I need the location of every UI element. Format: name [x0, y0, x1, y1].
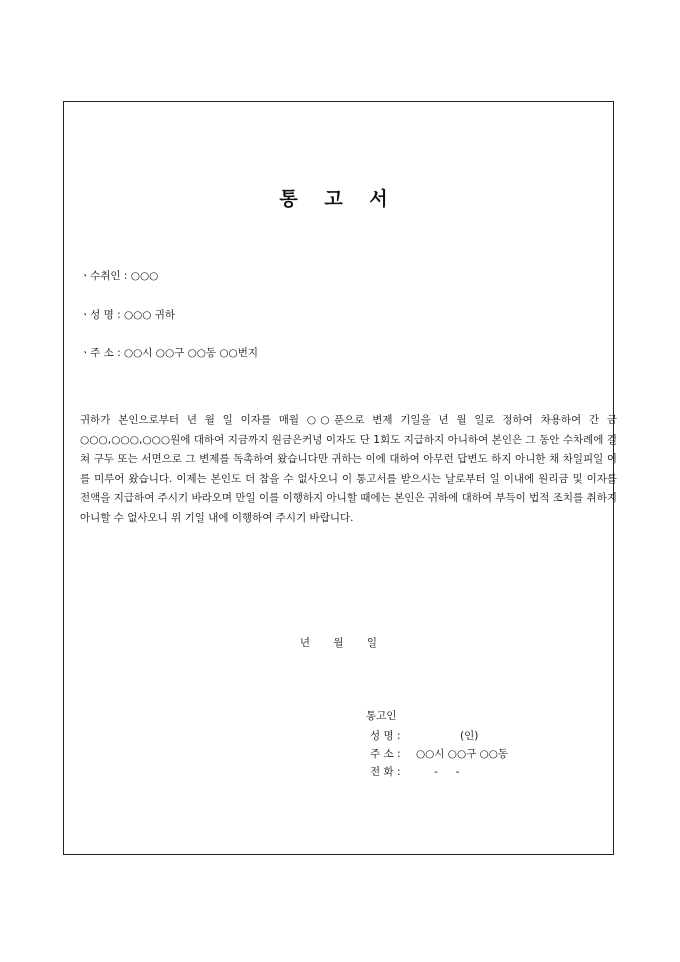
sender-phone-row: [370, 764, 460, 779]
date-day: 일: [366, 637, 378, 649]
sender-address-label: 주 소 :: [370, 748, 401, 760]
notice-date: [64, 635, 613, 650]
sender-heading: 통고인: [366, 710, 397, 722]
sender-seal: (인): [460, 730, 479, 742]
notice-body: 귀하가 본인으로부터 년 월 일 이자를 매월 ○○푼으로 변제 기일을 년 월 일로 정하여 차용하여 간 금 ○○○,○○○,○○○원에 대하여 지금까지 원금은커녕 이자도 단 1회도 지급하지 아니하여 본인은 그 동안 수차례에 걸쳐 구두 또는 서면으로 그 변제를 독촉하여 왔습니다만 귀하는 이에 대하여 아무런 답변도 하지 아니한 채 차일피일 이를 미루어 왔습니다. 이제는 본인도 더 참을 수 없사오니 이 통고서를 받으시는 날로부터 일 이내에 원리금 및 이자를 전액을 지급하여 주시기 바라오며 만일 이를 이행하지 아니할 때에는 본인은 귀하에 대하여 부득이 법적 조치를 취하지 아니할 수 없사오니 위 기일 내에 이행하여 주시기 바랍니다.: [80, 414, 617, 524]
sender-name-row: [370, 728, 478, 743]
sender-address-value: ○○시 ○○구 ○○동: [416, 748, 509, 760]
sender-address-row: [370, 746, 508, 761]
date-month: 월: [333, 637, 344, 649]
address-field: ㆍ주 소 : ○○시 ○○구 ○○동 ○○번지: [80, 347, 259, 359]
document-title: 통 고 서: [279, 188, 398, 210]
sender-name-label: 성 명 :: [370, 730, 401, 742]
date-year: 년: [299, 637, 311, 649]
document-frame: [63, 101, 617, 855]
phone-separator-2: -: [455, 766, 460, 778]
recipient-field: ㆍ수취인 : ○○○: [80, 270, 159, 282]
sender-phone-label: 전 화 :: [370, 766, 401, 778]
name-field: ㆍ성 명 : ○○○ 귀하: [80, 309, 176, 321]
phone-separator-1: -: [434, 766, 438, 778]
